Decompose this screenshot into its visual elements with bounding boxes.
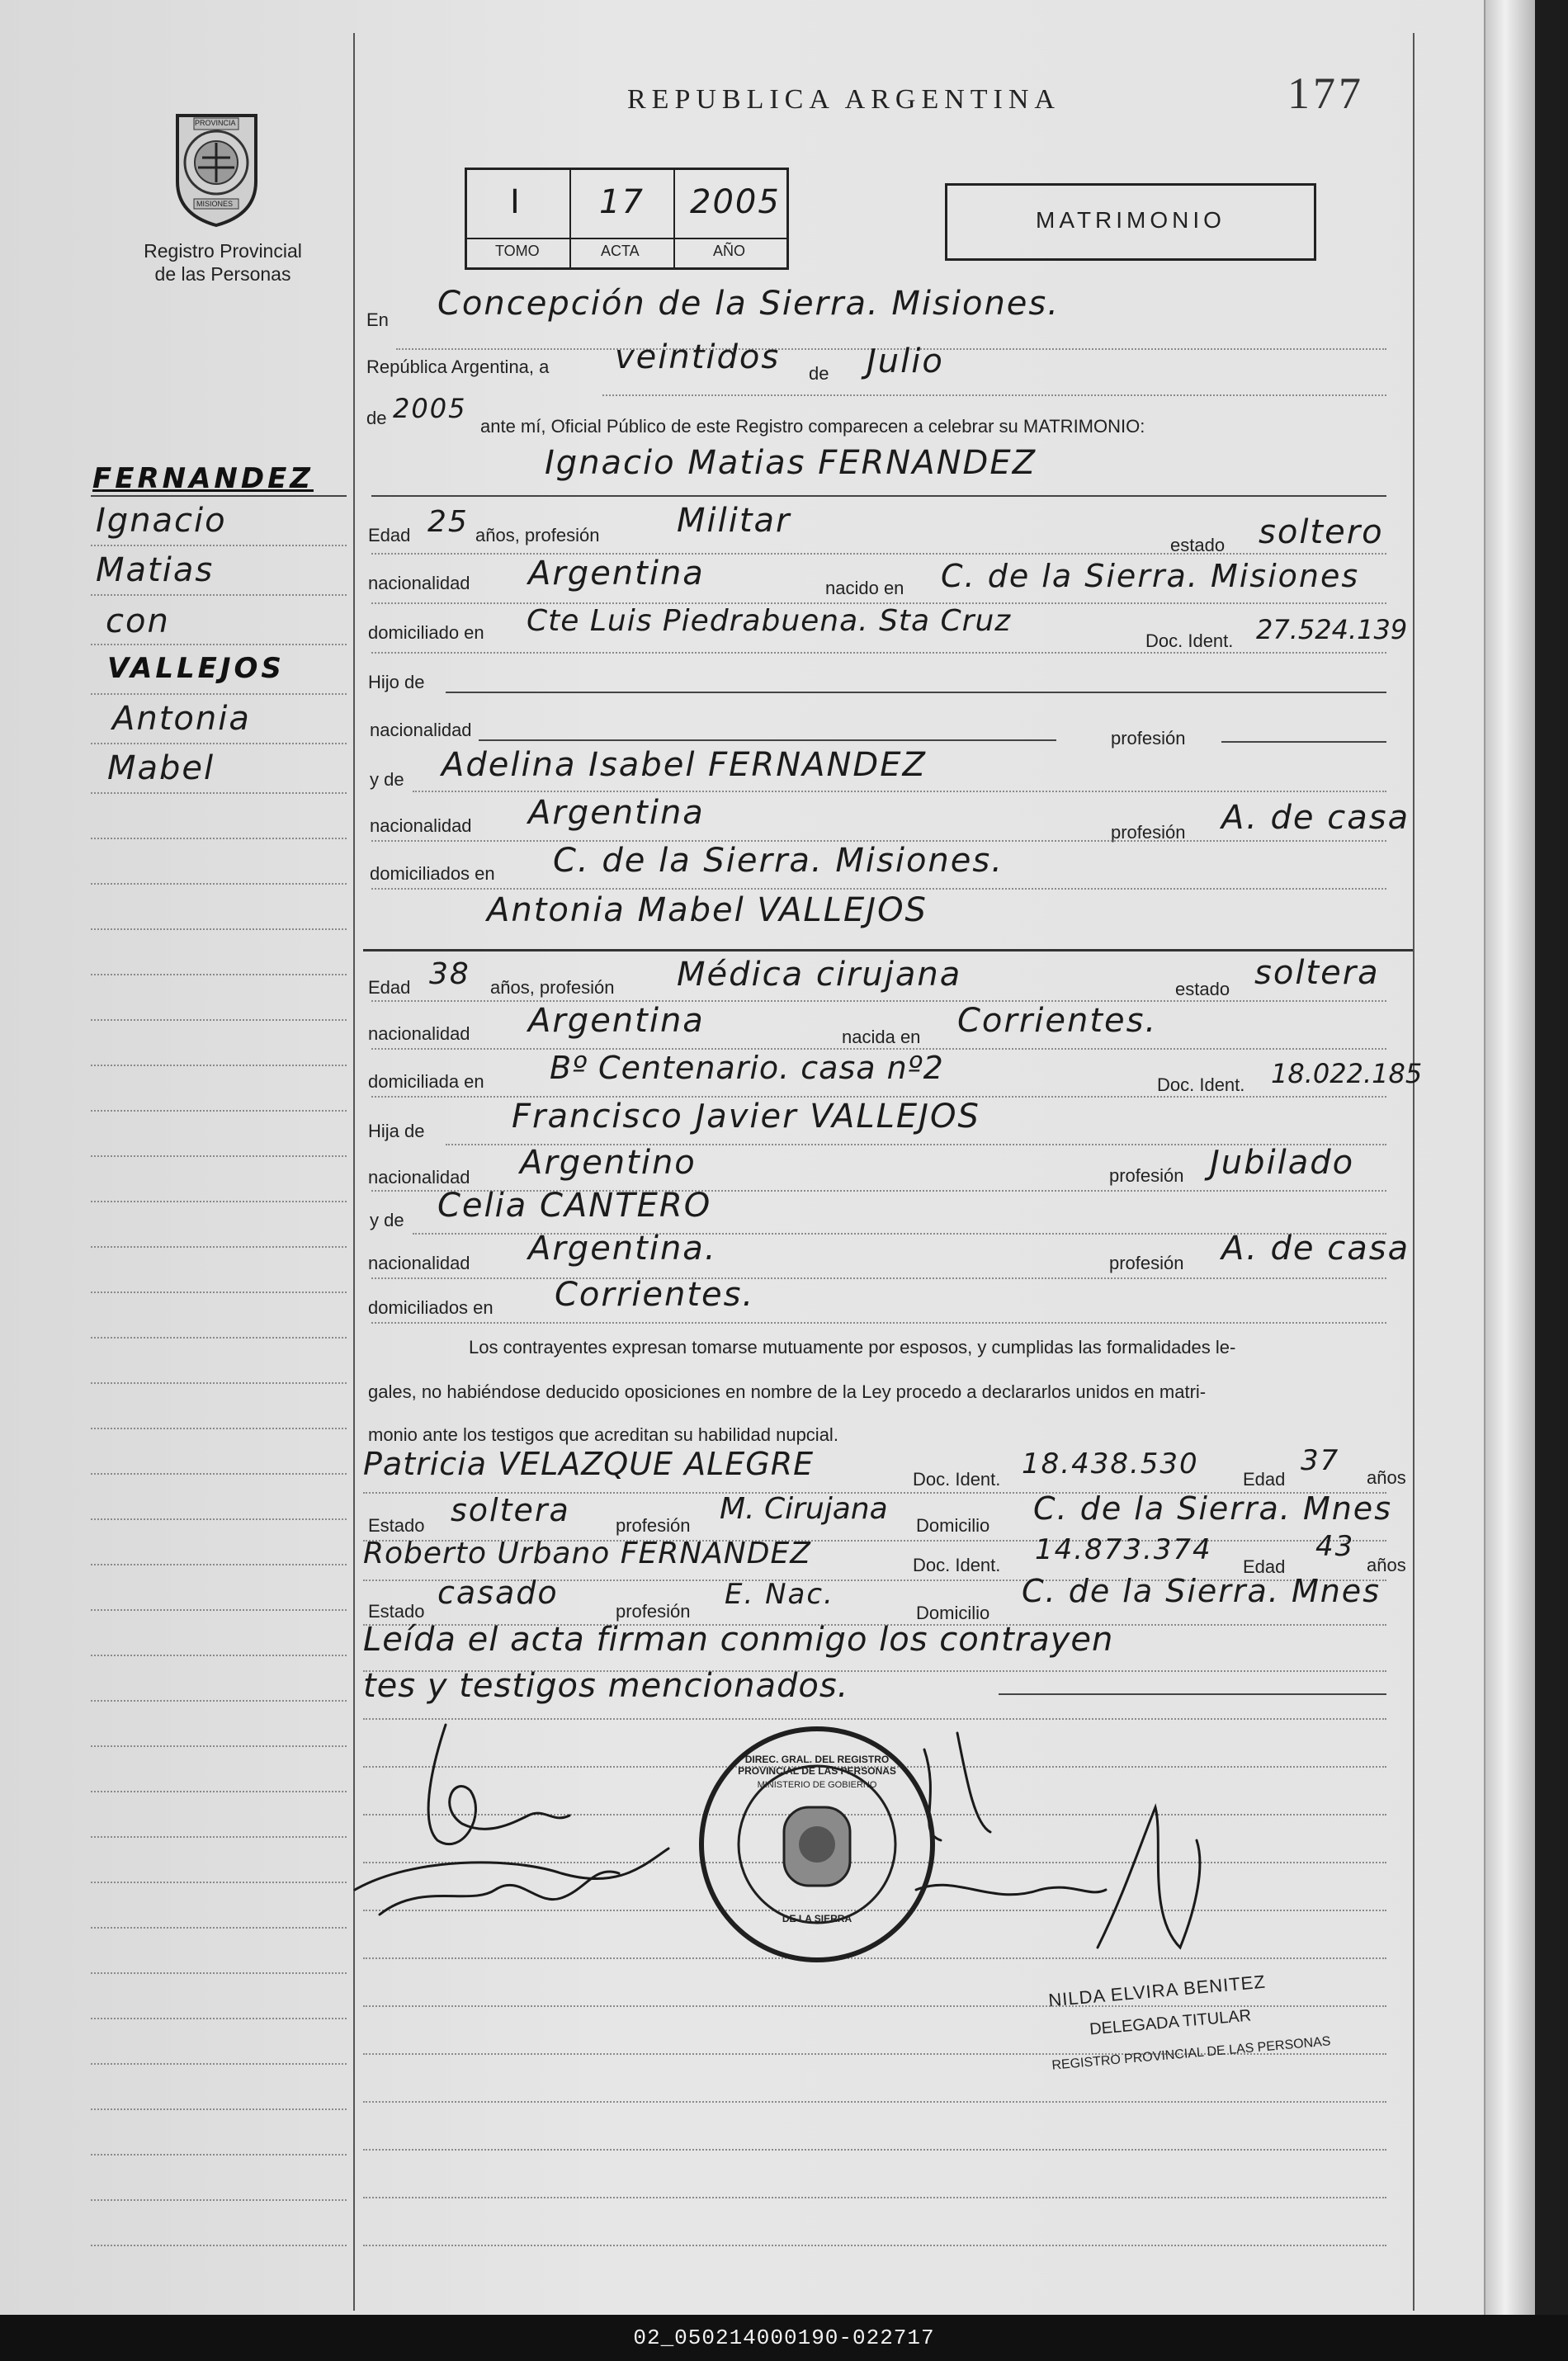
witness-2-doc: 14.873.374 <box>1035 1533 1212 1566</box>
groom-domicile: Cte Luis Piedrabuena. Sta Cruz <box>527 604 1012 638</box>
margin-heading-line <box>91 495 347 497</box>
witness-2-estado-label: Estado <box>368 1601 425 1622</box>
witness-1-doc-label: Doc. Ident. <box>913 1469 1001 1490</box>
bride-yde-label: y de <box>370 1210 404 1230</box>
witness-1-profesion-label: profesión <box>616 1515 691 1536</box>
bride-parents-domicile: Corrientes. <box>555 1276 755 1314</box>
bride-domiciliados-label: domiciliados en <box>368 1297 494 1318</box>
de-label: de <box>809 363 829 384</box>
bride-profession: Médica cirujana <box>677 956 962 994</box>
file-id: 02_050214000190-022717 <box>0 2315 1568 2361</box>
bride-full-name: Antonia Mabel VALLEJOS <box>487 891 928 929</box>
witness-2-name: Roberto Urbano FERNANDEZ <box>363 1537 811 1570</box>
witness-1-edad-label: Edad <box>1243 1469 1286 1490</box>
margin-rule <box>91 1019 347 1021</box>
record-type: MATRIMONIO <box>1036 207 1226 233</box>
groom-hijo-label: Hijo de <box>368 672 425 692</box>
bride-mother-profesion-label: profesión <box>1109 1253 1184 1273</box>
form-line <box>479 739 1056 741</box>
form-rule <box>363 2197 1386 2198</box>
margin-rule <box>91 1065 347 1066</box>
margin-rule <box>91 1201 347 1202</box>
margin-given-name: Antonia <box>112 700 251 738</box>
groom-father-nationality-label: nacionalidad <box>370 720 472 740</box>
witness-1-anos-label: años <box>1367 1467 1406 1488</box>
margin-rule <box>91 1291 347 1293</box>
country-title: REPUBLICA ARGENTINA <box>627 84 1060 115</box>
closing-line: Leída el acta firman conmigo los contrayen <box>363 1621 1114 1659</box>
ref-col-divider <box>673 170 675 267</box>
bride-father-profesion-label: profesión <box>1109 1165 1184 1186</box>
groom-full-name: Ignacio Matias FERNANDEZ <box>545 444 1037 482</box>
groom-nacido-label: nacido en <box>825 578 904 598</box>
groom-father-profesion-label: profesión <box>1111 728 1186 748</box>
witness-1-profession: M. Cirujana <box>720 1492 888 1526</box>
form-rule <box>371 1000 1386 1002</box>
bride-age: 38 <box>429 957 470 991</box>
declaration-line: Los contrayentes expresan tomarse mutuamente por esposos, y cumplidas las formalidades le- <box>469 1337 1236 1358</box>
record-type-box <box>945 183 1316 261</box>
margin-given-name: Mabel <box>107 749 215 787</box>
form-line <box>999 1693 1386 1695</box>
bride-father-name: Francisco Javier VALLEJOS <box>512 1098 980 1136</box>
groom-mother-nationality: Argentina <box>528 794 705 832</box>
margin-rule <box>91 1246 347 1248</box>
acta-value: 17 <box>599 183 645 221</box>
declaration-line: gales, no habiéndose deducido oposiciones en nombre de la Ley procedo a declararlos unidos en matri- <box>368 1381 1207 1402</box>
witness-1-doc: 18.438.530 <box>1022 1447 1199 1480</box>
seal-top-text: PROVINCIA <box>195 119 236 127</box>
bride-father-nationality: Argentino <box>520 1144 697 1182</box>
margin-rule <box>91 1337 347 1339</box>
year-written: 2005 <box>393 393 467 424</box>
bride-nacida-label: nacida en <box>842 1027 921 1047</box>
form-line <box>446 692 1386 693</box>
stamp-ring-text: DIREC. GRAL. DEL REGISTRO PROVINCIAL DE LAS PERSONAS <box>738 1754 896 1777</box>
margin-rule <box>91 2245 347 2246</box>
margin-rule <box>91 693 347 695</box>
officer-name: NILDA ELVIRA BENITEZ <box>1047 1971 1267 2011</box>
acta-label: ACTA <box>601 243 640 259</box>
bride-domicile: Bº Centenario. casa nº2 <box>550 1050 944 1086</box>
registry-name: Registro Provincial de las Personas <box>144 240 302 285</box>
margin-rule <box>91 2199 347 2201</box>
witness-2-doc-label: Doc. Ident. <box>913 1555 1001 1575</box>
officer-title: DELEGADA TITULAR <box>1089 2006 1252 2039</box>
margin-rule <box>91 2154 347 2156</box>
witness-signature <box>916 1733 1106 1895</box>
declaration-line: monio ante los testigos que acreditan su habilidad nupcial. <box>368 1424 838 1445</box>
groom-age: 25 <box>427 505 469 539</box>
witness-1-name: Patricia VELAZQUE ALEGRE <box>363 1446 815 1482</box>
groom-domiciliado-label: domiciliado en <box>368 622 484 643</box>
witness-1-domicile: C. de la Sierra. Mnes <box>1033 1490 1392 1527</box>
margin-rule <box>91 743 347 744</box>
margin-rule <box>91 1882 347 1883</box>
form-rule <box>371 888 1386 890</box>
groom-estado-label: estado <box>1170 535 1226 555</box>
groom-civil-status: soltero <box>1259 513 1384 551</box>
right-border <box>1413 33 1415 2311</box>
form-rule <box>413 791 1386 792</box>
bride-nationality: Argentina <box>528 1002 705 1040</box>
groom-mother-nationality-label: nacionalidad <box>370 815 472 836</box>
statement: ante mí, Oficial Público de este Registro comparecen a celebrar su MATRIMONIO: <box>480 416 1145 437</box>
margin-rule <box>91 1564 347 1565</box>
bride-nacionalidad-label: nacionalidad <box>368 1023 470 1044</box>
witness-2-domicilio-label: Domicilio <box>916 1603 990 1623</box>
margin-rule <box>91 644 347 645</box>
bride-hija-label: Hija de <box>368 1121 425 1141</box>
groom-parents-domicile: C. de la Sierra. Misiones. <box>553 842 1004 880</box>
anio-value: 2005 <box>690 183 781 221</box>
officer-office: REGISTRO PROVINCIAL DE LAS PERSONAS <box>1051 2034 1332 2073</box>
form-line <box>371 495 1386 497</box>
anio-label: AÑO <box>713 243 746 259</box>
margin-rule <box>91 1518 347 1520</box>
bride-estado-label: estado <box>1175 979 1230 999</box>
bride-mother-nationality-label: nacionalidad <box>368 1253 470 1273</box>
witness-2-anos-label: años <box>1367 1555 1406 1575</box>
form-rule <box>371 1322 1386 1324</box>
margin-rule <box>91 1745 347 1747</box>
bride-father-profession: Jubilado <box>1210 1144 1355 1182</box>
margin-rule <box>91 2108 347 2110</box>
groom-nationality: Argentina <box>528 555 705 593</box>
margin-rule <box>91 545 347 546</box>
margin-given-name: Matias <box>96 551 215 589</box>
margin-rule <box>91 838 347 839</box>
bride-birthplace: Corrientes. <box>957 1002 1158 1040</box>
stamp-bottom-text: DE LA SIERRA <box>782 1913 852 1924</box>
groom-birthplace: C. de la Sierra. Misiones <box>941 558 1360 594</box>
witness-1-domicilio-label: Domicilio <box>916 1515 990 1536</box>
form-rule <box>363 2101 1386 2103</box>
form-rule <box>371 1277 1386 1279</box>
bride-doc-number: 18.022.185 <box>1271 1058 1423 1089</box>
bride-mother-nationality: Argentina. <box>528 1230 717 1268</box>
officer-signature <box>1098 1807 1200 1948</box>
groom-signature <box>428 1725 569 1844</box>
book-binding <box>1484 0 1535 2315</box>
margin-surname-groom: FERNANDEZ <box>92 462 314 495</box>
margin-rule <box>91 594 347 596</box>
year-prefix-label: de <box>366 408 387 428</box>
ref-col-divider <box>569 170 571 267</box>
witness-2-profession: E. Nac. <box>725 1578 834 1611</box>
stamp-inner-text: MINISTERIO DE GOBIERNO <box>757 1780 877 1790</box>
groom-nacionalidad-label: nacionalidad <box>368 573 470 593</box>
witness-2-estado: casado <box>437 1575 559 1611</box>
margin-connector: con <box>106 602 170 640</box>
margin-rule <box>91 1927 347 1929</box>
form-rule <box>363 2245 1386 2246</box>
margin-rule <box>91 1428 347 1429</box>
margin-rule <box>91 1110 347 1112</box>
groom-doc-label: Doc. Ident. <box>1145 630 1234 651</box>
bride-anos-profesion-label: años, profesión <box>490 977 615 998</box>
ref-divider <box>467 238 786 239</box>
witness-2-edad-label: Edad <box>1243 1556 1286 1577</box>
bride-father-nationality-label: nacionalidad <box>368 1167 470 1188</box>
margin-rule <box>91 883 347 885</box>
form-rule <box>602 394 1386 396</box>
groom-profession: Militar <box>677 502 791 540</box>
bride-signature <box>355 1849 668 1915</box>
margin-rule <box>91 1791 347 1792</box>
margin-rule <box>91 792 347 794</box>
month-written: Julio <box>867 342 944 380</box>
margin-rule <box>91 1382 347 1384</box>
margin-rule <box>91 1473 347 1475</box>
margin-rule <box>91 1155 347 1157</box>
groom-edad-label: Edad <box>368 525 411 545</box>
form-line <box>1221 741 1386 743</box>
witness-1-age: 37 <box>1301 1444 1340 1477</box>
en-label: En <box>366 309 389 330</box>
groom-anos-profesion-label: años, profesión <box>475 525 600 545</box>
witness-1-estado: soltera <box>451 1492 570 1528</box>
margin-rule <box>91 1700 347 1702</box>
bride-domiciliada-label: domiciliada en <box>368 1071 484 1092</box>
margin-rule <box>91 2018 347 2019</box>
section-divider <box>363 949 1413 951</box>
tomo-label: TOMO <box>495 243 540 259</box>
tomo-value: I <box>510 183 522 221</box>
form-rule <box>363 2149 1386 2151</box>
witness-2-age: 43 <box>1315 1530 1355 1563</box>
margin-rule <box>91 1972 347 1974</box>
folio-number: 177 <box>1287 68 1364 118</box>
margin-rule <box>91 1609 347 1611</box>
margin-given-name: Ignacio <box>96 502 227 540</box>
witness-2-profesion-label: profesión <box>616 1601 691 1622</box>
seal-bottom-text: MISIONES <box>196 200 234 208</box>
margin-rule <box>91 2063 347 2065</box>
republica-label: República Argentina, a <box>366 357 550 377</box>
groom-mother-name: Adelina Isabel FERNANDEZ <box>442 746 927 784</box>
groom-mother-profession: A. de casa <box>1221 799 1410 837</box>
bride-civil-status: soltera <box>1254 954 1380 992</box>
witness-2-domicile: C. de la Sierra. Mnes <box>1022 1573 1381 1609</box>
margin-surname-bride: VALLEJOS <box>107 652 285 685</box>
groom-mother-profesion-label: profesión <box>1111 822 1186 843</box>
groom-domiciliados-label: domiciliados en <box>370 863 495 884</box>
bride-edad-label: Edad <box>368 977 411 998</box>
margin-rule <box>91 928 347 930</box>
margin-rule <box>91 1836 347 1838</box>
bride-mother-profession: A. de casa <box>1221 1230 1410 1268</box>
groom-yde-label: y de <box>370 769 404 790</box>
closing-line: tes y testigos mencionados. <box>363 1667 849 1705</box>
form-rule <box>371 553 1386 555</box>
bride-mother-name: Celia CANTERO <box>437 1187 712 1225</box>
place-of-record: Concepción de la Sierra. Misiones. <box>437 285 1060 323</box>
form-rule <box>371 652 1386 654</box>
bride-doc-label: Doc. Ident. <box>1157 1074 1245 1095</box>
groom-doc-number: 27.524.139 <box>1256 614 1408 645</box>
record-ref-table <box>465 168 789 270</box>
day-written: veintidos <box>615 338 781 376</box>
margin-rule <box>91 974 347 975</box>
witness-1-estado-label: Estado <box>368 1515 425 1536</box>
margin-rule <box>91 1655 347 1656</box>
